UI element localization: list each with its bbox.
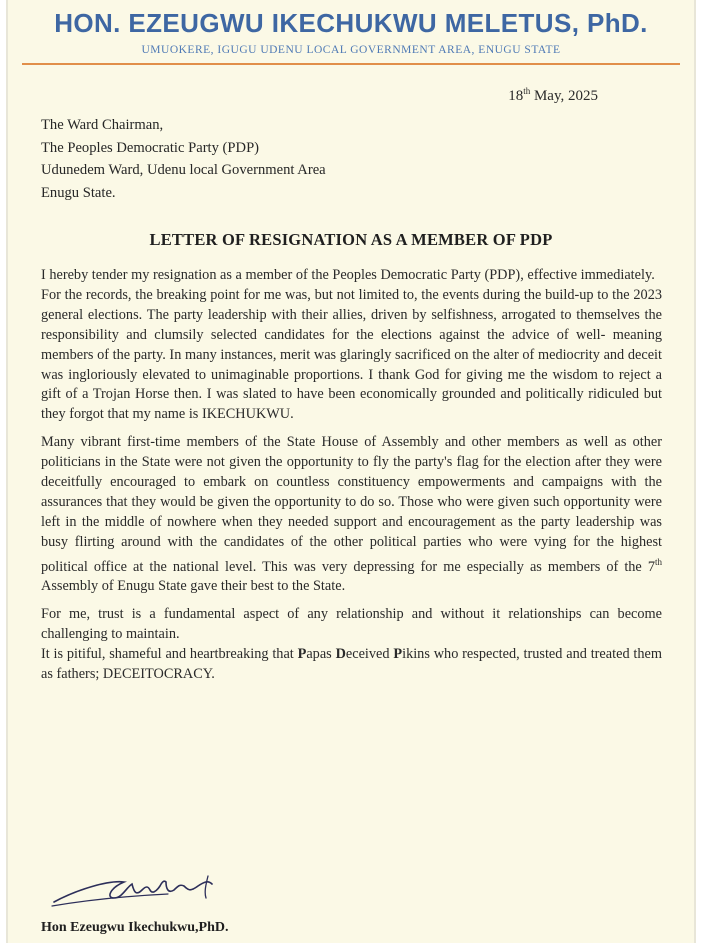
- paragraph-members: [41, 433, 662, 597]
- recipient-line: Udunedem Ward, Udenu local Government Area: [41, 162, 326, 178]
- letter-page: [6, 0, 696, 943]
- bold-initial: P: [297, 646, 307, 663]
- paragraph-members-text-end: Assembly of Enugu State gave their best to the State.: [41, 578, 346, 595]
- letterhead-divider: [22, 63, 680, 65]
- text-run: eceived: [345, 646, 394, 663]
- recipient-line: Enugu State.: [41, 184, 116, 201]
- paragraph-breaking-point: For the records, the breaking point for me was, but not limited to, the events during the build-up to the 2023 general elections. The party leadership with their allies, driven by selfishness, arrogated to themselves the responsibility and clumsily selected candidates for the elections against the advice of well- meaning members of the party. In many instances, merit was glaringly sacrificed on the alter of mediocrity and deceit was ingloriously elevated to unimaginable proportions. I thank God for giving me the wisdom to reject a gift of a Trojan Horse then. I was slated to have been economically grounded and politically ridiculed but they forgot that my name is IKECHUKWU.: [41, 286, 662, 423]
- paragraph-deceitocracy: [41, 645, 662, 685]
- paragraph-members-text: Many vibrant first-time members of the State House of Assembly and other members as well as other politicians in the State were not given the opportunity to fly the party's flag for the election after they were deceitfully encouraged to embark on countless constituency empowerments and campaigns with the assurances that they would be given the opportunity to do so. Those who were given such opportunity were left in the middle of nowhere when they needed support and encouragement as the party leadership was busy flirting around with the candidates of the other political parties who were vying for the highest political office at the national level. This was very depressing for me especially as members of the 7: [41, 434, 662, 575]
- ordinal-suffix: th: [654, 556, 662, 567]
- recipient-address: [41, 114, 326, 204]
- bold-initial: D: [335, 646, 346, 663]
- letter-date: [508, 86, 598, 105]
- paragraph-trust: For me, trust is a fundamental aspect of any relationship and without it relationships can become challenging to maintain.: [41, 606, 662, 643]
- signer-name: Hon Ezeugwu Ikechukwu,PhD.: [41, 920, 229, 935]
- letterhead-location: UMUOKERE, IGUGU UDENU LOCAL GOVERNMENT AREA, ENUGU STATE: [141, 44, 561, 56]
- text-run: apas: [306, 646, 336, 663]
- recipient-line: The Peoples Democratic Party (PDP): [41, 139, 260, 156]
- letter-body: [41, 266, 662, 685]
- paragraph-resignation: I hereby tender my resignation as a member of the Peoples Democratic Party (PDP), effective immediately.: [41, 267, 655, 283]
- date-day: 18: [508, 88, 524, 104]
- signature-icon: [48, 872, 238, 908]
- date-suffix: th: [523, 86, 531, 96]
- letterhead-name: HON. EZEUGWU IKECHUKWU MELETUS, PhD.: [54, 8, 648, 38]
- text-run: ikins who respected, trusted and treated them as fathers; DECEITOCRACY.: [41, 646, 662, 682]
- date-rest: May, 2025: [530, 88, 598, 104]
- text-run: It is pitiful, shameful and heartbreaking that: [41, 646, 298, 663]
- letter-subject: LETTER OF RESIGNATION AS A MEMBER OF PDP: [149, 230, 553, 249]
- recipient-line: The Ward Chairman,: [41, 117, 164, 133]
- bold-initial: P: [393, 646, 403, 663]
